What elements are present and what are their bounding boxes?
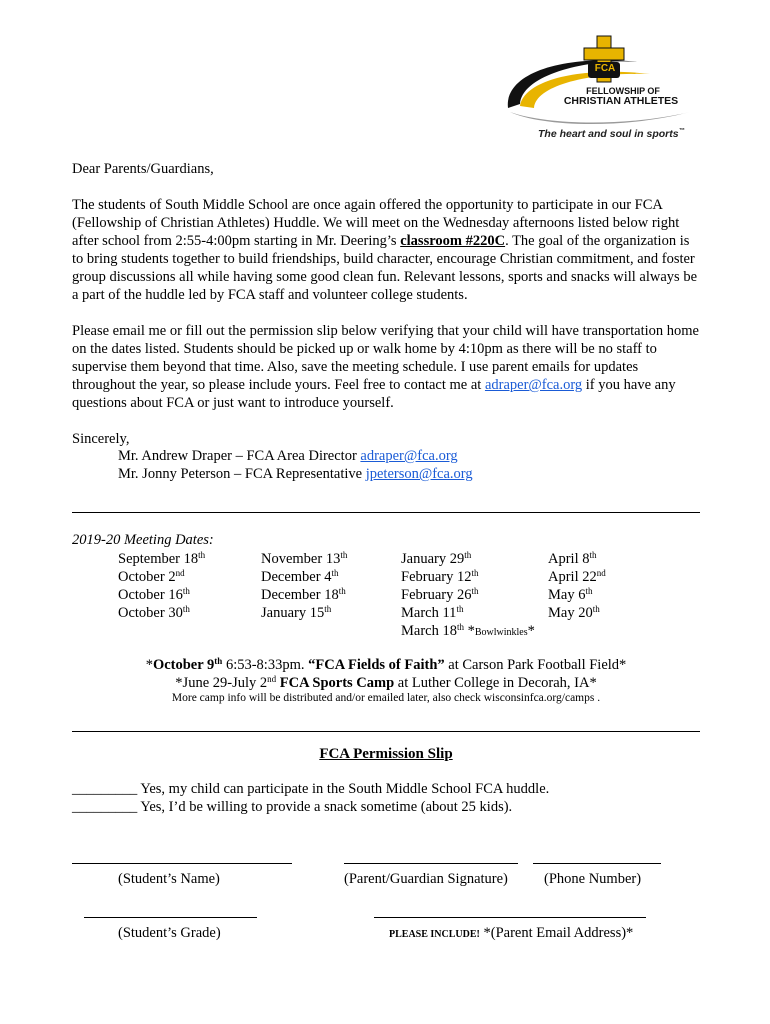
event-place: at Luther College in Decorah, IA* xyxy=(394,675,597,691)
meeting-col-3 xyxy=(401,550,535,642)
meeting-date: March 18th *Bowlwinkles* xyxy=(401,622,535,639)
p2-text-a: Please email me or fill out the permission slip below verifying that your child will have transportation home on the dates listed. Students should be picked up or walk home by 4:10pm as there will be no staff to supervise them beyond that time. Also, save the meeting schedule. I use parent emails for updates throughout the year, so please include yours. Feel free to contact me at xyxy=(72,323,699,393)
date-suffix: th xyxy=(324,604,332,614)
p1-text-b: . The goal of the organization is to bring students together to build friendships, build character, encourage Christian commitment, and foster group discussions all while having some good clean fun. Relevant lessons, sports and snacks will always be a part of the huddle led by FCA staff and volunteer college students. xyxy=(72,233,698,303)
divider-2 xyxy=(72,731,700,732)
date-text: October 16 xyxy=(118,587,183,603)
date-text: January 29 xyxy=(401,551,465,567)
divider-1 xyxy=(72,512,700,513)
event-date-suffix: nd xyxy=(267,674,277,684)
fca-tagline xyxy=(538,128,713,140)
event-sports-camp xyxy=(72,675,700,692)
meeting-date xyxy=(401,568,535,586)
parent-email-label xyxy=(389,925,633,942)
meeting-date xyxy=(118,550,205,568)
date-suffix: th xyxy=(471,568,479,578)
date-suffix: th xyxy=(182,586,190,596)
snack-blank[interactable]: ___ xyxy=(72,799,94,815)
student-grade-label: (Student’s Grade) xyxy=(118,925,221,941)
date-text: April 8 xyxy=(548,551,590,567)
date-text: May 20 xyxy=(548,605,593,621)
fca-emblem-text: FCA xyxy=(594,63,616,74)
slip-line-participate xyxy=(72,781,549,798)
tagline-tm: ™ xyxy=(678,128,685,134)
date-suffix: th xyxy=(331,568,339,578)
fca-logo xyxy=(500,34,710,146)
classroom-number: classroom #220C xyxy=(400,233,506,249)
meeting-col-4 xyxy=(548,550,606,622)
date-text: April 22 xyxy=(548,569,597,585)
participate-blank[interactable]: _________ xyxy=(72,781,138,797)
tagline-text: The heart and soul in sports xyxy=(538,128,679,140)
meeting-col-2 xyxy=(261,550,347,622)
date-text: December 4 xyxy=(261,569,332,585)
meeting-col-1 xyxy=(118,550,205,622)
meeting-date xyxy=(401,586,535,604)
event-date: *June 29-July 2 xyxy=(175,675,268,691)
meeting-date xyxy=(261,568,347,586)
meeting-date xyxy=(118,586,205,604)
date-suffix: th xyxy=(471,586,479,596)
date-text: March 11 xyxy=(401,605,457,621)
student-grade-line[interactable] xyxy=(84,917,257,918)
meeting-date xyxy=(401,550,535,568)
event-date-suffix: th xyxy=(214,656,223,666)
date-text: January 15 xyxy=(261,605,325,621)
event-fields-of-faith xyxy=(72,657,700,674)
meeting-date xyxy=(548,550,606,568)
meeting-date xyxy=(548,604,606,622)
date-suffix: th xyxy=(456,604,464,614)
phone-number-label: (Phone Number) xyxy=(544,871,642,887)
email-link-adraper[interactable]: adraper@fca.org xyxy=(484,377,583,393)
event-name: “FCA Fields of Faith” xyxy=(308,657,445,673)
permission-slip-title: FCA Permission Slip xyxy=(319,746,453,762)
date-text: December 18 xyxy=(261,587,339,603)
date-text: May 6 xyxy=(548,587,586,603)
meeting-date xyxy=(261,604,347,622)
date-suffix: nd xyxy=(596,568,606,578)
date-suffix: th xyxy=(464,550,472,560)
meeting-date xyxy=(401,604,535,622)
event-time: 6:53-8:33pm. xyxy=(222,657,309,673)
meeting-date xyxy=(548,586,606,604)
p2-text-b: if you have any questions about FCA or just want to introduce yourself. xyxy=(72,377,676,411)
date-text: October 2 xyxy=(118,569,176,585)
sig1-text: Mr. Andrew Draper – FCA Area Director xyxy=(118,448,361,464)
event-star: * xyxy=(145,657,153,673)
parent-email-line[interactable] xyxy=(374,917,646,918)
closing: Sincerely, xyxy=(72,431,130,447)
meeting-date xyxy=(261,550,347,568)
meeting-date xyxy=(118,604,205,622)
parent-signature-label: (Parent/Guardian Signature) xyxy=(344,871,508,887)
date-suffix: th xyxy=(182,604,190,614)
event-place: at Carson Park Football Field* xyxy=(444,657,627,673)
date-suffix: th xyxy=(198,550,206,560)
date-suffix: th xyxy=(338,586,346,596)
camp-info-note: More camp info will be distributed and/or emailed later, also check wisconsinfca.org/camps . xyxy=(171,692,601,704)
greeting: Dear Parents/Guardians, xyxy=(72,161,214,177)
meeting-dates-heading: 2019-20 Meeting Dates: xyxy=(72,532,214,548)
meeting-date xyxy=(548,568,606,586)
date-text: September 18 xyxy=(118,551,199,567)
date-suffix: th xyxy=(592,604,600,614)
date-suffix: th xyxy=(589,550,597,560)
date-note: Bowlwinkles xyxy=(474,627,528,638)
parent-email-text: *(Parent Email Address)* xyxy=(479,925,634,941)
meeting-date xyxy=(118,568,205,586)
student-name-label: (Student’s Name) xyxy=(118,871,220,887)
slip-line-snack xyxy=(72,799,512,816)
paragraph-1 xyxy=(72,196,702,304)
signature-draper xyxy=(118,448,458,465)
date-text: October 30 xyxy=(118,605,183,621)
please-include-note: PLEASE INCLUDE! xyxy=(389,929,480,940)
date-suffix: th xyxy=(340,550,348,560)
snack-text: ______ Yes, I’d be willing to provide a snack sometime (about 25 kids). xyxy=(93,799,513,815)
email-link-peterson[interactable]: jpeterson@fca.org xyxy=(365,466,473,482)
participate-text: Yes, my child can participate in the South Middle School FCA huddle. xyxy=(137,781,550,797)
date-text: November 13 xyxy=(261,551,341,567)
meeting-date xyxy=(261,586,347,604)
fca-org-line1: FELLOWSHIP OF xyxy=(586,86,660,96)
event-date: October 9 xyxy=(152,657,215,673)
date-text: February 26 xyxy=(401,587,472,603)
phone-number-line[interactable] xyxy=(533,863,661,864)
email-link-draper[interactable]: adraper@fca.org xyxy=(360,448,458,464)
date-suffix: nd xyxy=(175,568,185,578)
student-name-line[interactable] xyxy=(72,863,292,864)
date-text: February 12 xyxy=(401,569,472,585)
date-text: March 18 xyxy=(401,623,457,639)
event-name: FCA Sports Camp xyxy=(279,675,395,691)
sig2-text: Mr. Jonny Peterson – FCA Representative xyxy=(118,466,366,482)
date-suffix: th xyxy=(456,622,464,632)
fca-org-line2: CHRISTIAN ATHLETES xyxy=(563,95,679,107)
paragraph-2 xyxy=(72,322,702,412)
p1-text-a: The students of South Middle School are once again offered the opportunity to participate in our FCA (Fellowship of Christian Athletes) Huddle. We will meet on the Wednesday afternoons listed below right after school from 2:55-4:00pm starting in Mr. Deering’s xyxy=(72,197,680,249)
date-suffix: th xyxy=(585,586,593,596)
signature-peterson xyxy=(118,466,473,483)
parent-signature-line[interactable] xyxy=(344,863,518,864)
